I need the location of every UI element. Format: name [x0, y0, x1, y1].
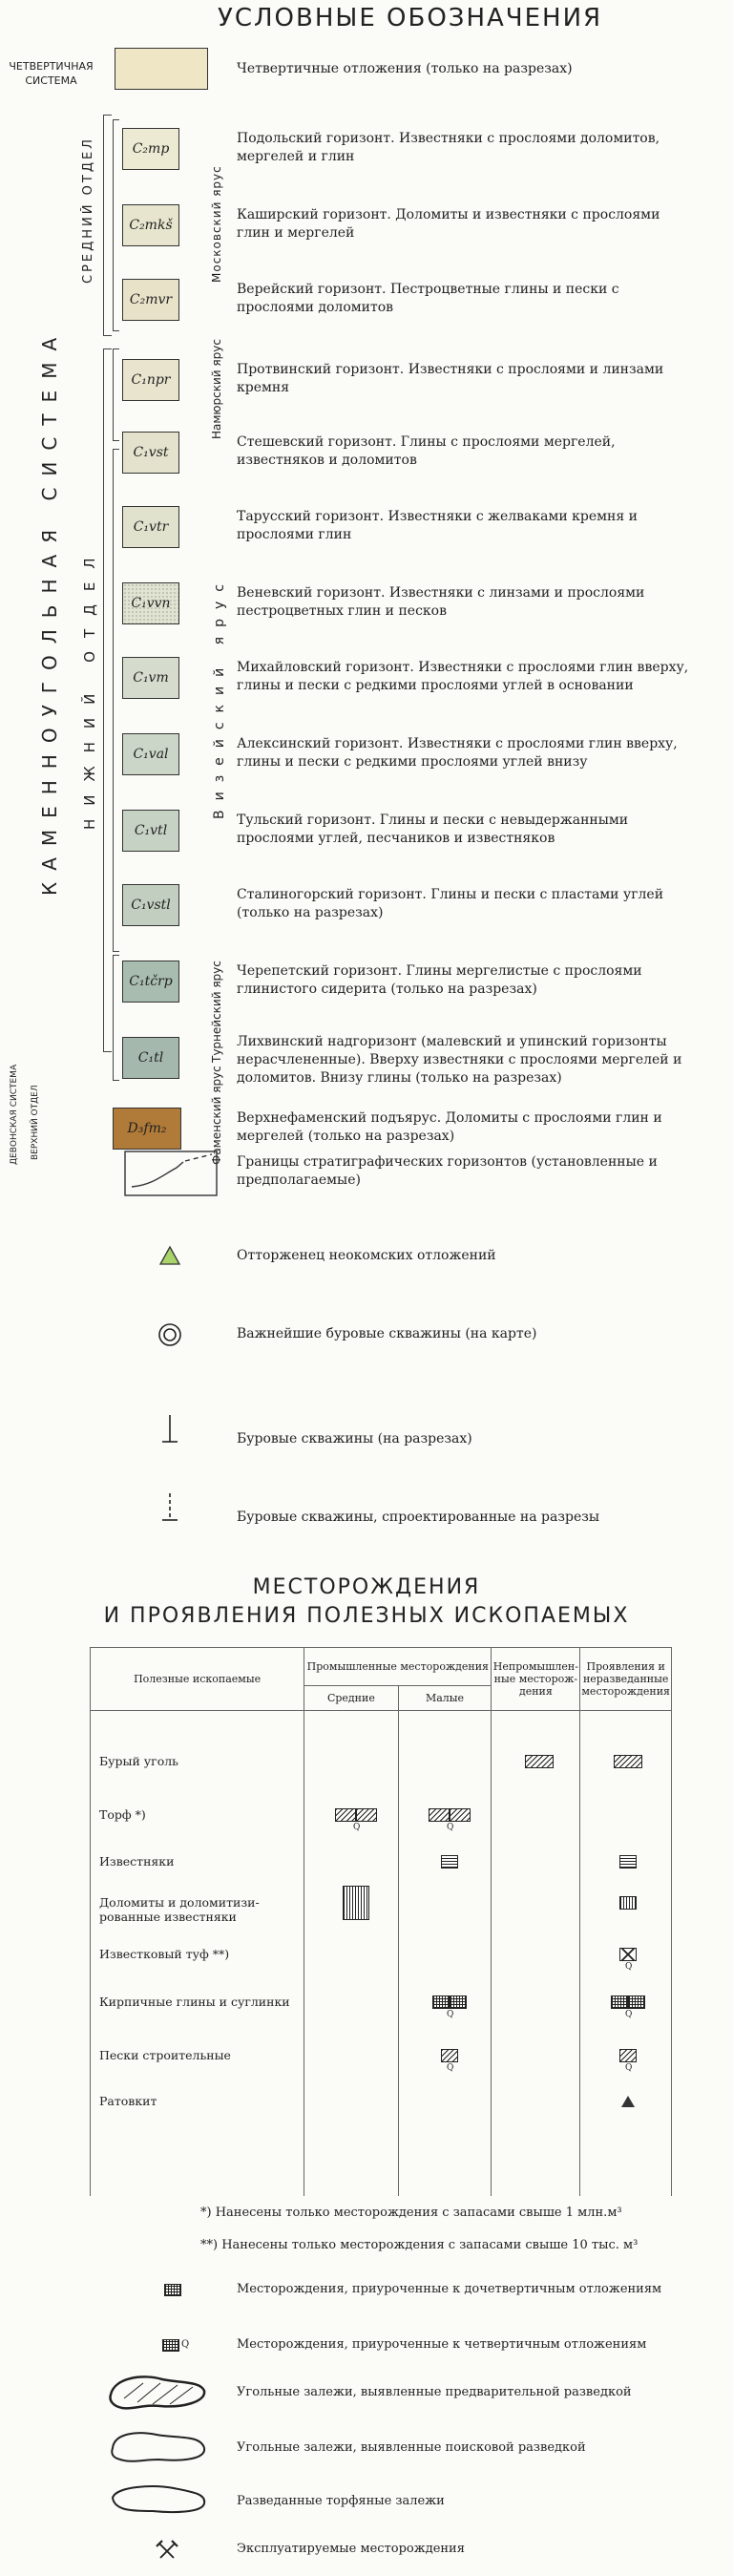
peat-outline-icon	[105, 2481, 212, 2519]
note-2: **) Нанесены только месторождения с запасами свыше 10 тыс. м³	[200, 2238, 639, 2252]
outlier-triangle-icon	[158, 1245, 181, 1266]
sym-note-4: Разведанные торфяные залежи	[237, 2494, 445, 2508]
unit-desc: Каширский горизонт. Доломиты и известняки с прослоями глин и мергелей	[237, 207, 660, 241]
borehole-map-icon	[157, 1321, 183, 1348]
unit-desc: Стешевский горизонт. Глины с прослоями мергелей, известняков и доломитов	[237, 434, 616, 468]
minerals-table	[90, 1647, 672, 2196]
upper-series-label: ВЕРХНИЙ ОТДЕЛ	[31, 1085, 40, 1160]
deposit-symbol-icon	[356, 1808, 377, 1822]
projected-borehole-icon	[158, 1491, 181, 1524]
quaternary-system-label: ЧЕТВЕРТИЧНАЯ СИСТЕМА	[9, 60, 94, 87]
deposit-symbol-icon	[525, 1755, 554, 1768]
middle-series-label: СРЕДНИЙ ОТДЕЛ	[81, 137, 95, 284]
q-label: Q	[353, 1823, 361, 1832]
unit-swatch: C₁vvn	[122, 582, 179, 624]
symbol-desc-outlier: Отторженец неокомских отложений	[237, 1248, 496, 1263]
lower-brace	[103, 348, 112, 1052]
mineral-row-label: Известняки	[99, 1854, 175, 1869]
devon-system-label: ДЕВОНСКАЯ СИСТЕМА	[10, 1064, 19, 1165]
unit-swatch: C₁vtr	[122, 506, 179, 548]
unit-swatch: C₁npr	[122, 359, 179, 401]
deposit-symbol-icon	[432, 1995, 450, 2009]
symbol-desc-borehole-section: Буровые скважины (на разрезах)	[237, 1431, 472, 1446]
famen-stage-label: Фаменский ярус	[210, 1066, 223, 1165]
deposit-symbol-icon	[619, 2049, 637, 2062]
unit-desc: Михайловский горизонт. Известняки с прослоями глин вверху, глины и пески с редкими прослоями углей в основании	[237, 660, 689, 693]
horizon-boundary-icon	[124, 1151, 220, 1198]
deposit-symbol-icon	[619, 1855, 637, 1869]
mineral-row-label: Доломиты и доломитизи-рованные известняки	[99, 1895, 260, 1924]
q-label: Q	[181, 2339, 190, 2350]
deposit-symbol-icon	[619, 1896, 637, 1910]
unit-desc: Алексинский горизонт. Известняки с прослоями глин вверху, глины и пески с редкими прослоями углей внизу	[237, 736, 678, 770]
lower-series-label: НИЖНИЙ ОТДЕЛ	[81, 544, 98, 831]
q-label: Q	[625, 1962, 633, 1972]
note-1: *) Нанесены только месторождения с запасами свыше 1 млн.м³	[200, 2206, 622, 2220]
deposit-symbol-icon	[450, 1995, 467, 2009]
tournai-brace	[113, 955, 119, 1081]
sym-note-5: Эксплуатируемые месторождения	[237, 2542, 465, 2556]
quaternary-deposit-icon	[162, 2339, 179, 2352]
sym-note-2: Угольные залежи, выявленные предварительной разведкой	[237, 2385, 632, 2399]
mining-hammers-icon	[155, 2540, 179, 2561]
deposit-symbol-icon	[450, 1808, 471, 1822]
unit-swatch: C₁tčrp	[122, 961, 179, 1003]
unit-desc: Сталиногорский горизонт. Глины и пески с пластами углей (только на разрезах)	[237, 887, 664, 920]
deposit-symbol-icon	[429, 1808, 450, 1822]
unit-swatch: C₂mvr	[122, 279, 179, 321]
visean-stage-label: Визейский ярус	[212, 575, 227, 819]
mineral-row-label: Кирпичные глины и суглинки	[99, 1995, 290, 2009]
deposit-symbol-icon	[611, 1995, 628, 2009]
unit-swatch: C₁tl	[122, 1037, 179, 1079]
deposit-symbol-icon	[335, 1808, 356, 1822]
deposit-symbol-icon	[614, 1755, 642, 1768]
coal-search-outline-icon	[105, 2425, 212, 2469]
unit-swatch: C₁vtl	[122, 810, 179, 852]
legend-title: УСЛОВНЫЕ ОБОЗНАЧЕНИЯ	[218, 4, 603, 32]
tournai-stage-label: Турнейский ярус	[210, 961, 223, 1064]
namur-stage-label: Намюрский ярус	[210, 339, 223, 439]
quaternary-desc: Четвертичные отложения (только на разрезах)	[237, 61, 573, 76]
unit-desc: Верхнефаменский подъярус. Доломиты с прослоями глин и мергелей (только на разрезах)	[237, 1110, 662, 1144]
q-label: Q	[447, 2010, 454, 2019]
minerals-title-1: МЕСТОРОЖДЕНИЯ	[252, 1575, 481, 1599]
col-occurrences: Проявления и неразведанные месторождения	[580, 1648, 672, 1711]
unit-swatch: D₃fm₂	[113, 1108, 181, 1150]
col-nonindustrial: Непромышлен-ные месторож-дения	[492, 1648, 580, 1711]
visean-brace	[113, 449, 119, 952]
q-label: Q	[447, 1823, 454, 1832]
symbol-desc-projected: Буровые скважины, спроектированные на разрезы	[237, 1510, 600, 1525]
unit-desc: Веневский горизонт. Известняки с линзами и прослоями пестроцветных глин и песков	[237, 585, 645, 619]
mineral-row-label: Торф *)	[99, 1807, 146, 1822]
symbol-desc-boundary: Границы стратиграфических горизонтов (установленные и предполагаемые)	[237, 1154, 658, 1188]
mineral-row-label: Ратовкит	[99, 2094, 157, 2108]
sym-note-0: Месторождения, приуроченные к дочетвертичным отложениям	[237, 2282, 662, 2296]
col-small: Малые	[398, 1686, 492, 1711]
unit-desc: Протвинский горизонт. Известняки с прослоями и линзами кремня	[237, 362, 664, 395]
col-industrial: Промышленные месторождения	[304, 1648, 492, 1686]
unit-swatch: C₁vstl	[122, 884, 179, 926]
unit-desc: Верейский горизонт. Пестроцветные глины и пески с прослоями доломитов	[237, 282, 619, 315]
middle-brace	[103, 115, 112, 336]
deposit-symbol-icon	[441, 2049, 458, 2062]
deposit-symbol-icon	[621, 2096, 635, 2107]
q-label: Q	[447, 2063, 454, 2073]
sym-note-1: Месторождения, приуроченные к четвертичным отложениям	[237, 2337, 647, 2352]
unit-swatch: C₂mp	[122, 128, 179, 170]
unit-desc: Тарусский горизонт. Известняки с желваками кремня и прослоями глин	[237, 509, 638, 542]
unit-desc: Тульский горизонт. Глины и пески с невыдержанными прослоями углей, песчаников и известняков	[237, 813, 629, 846]
deposit-symbol-icon	[628, 1995, 645, 2009]
borehole-section-icon	[158, 1413, 181, 1446]
moscow-stage-label: Московский ярус	[210, 165, 223, 284]
coal-prelim-outline-icon	[105, 2370, 212, 2414]
unit-swatch: C₂mkš	[122, 204, 179, 246]
unit-swatch: C₁val	[122, 733, 179, 775]
namur-brace	[113, 348, 119, 441]
deposit-symbol-icon	[441, 1855, 458, 1869]
mineral-row-label: Бурый уголь	[99, 1754, 178, 1768]
mineral-row-label: Известковый туф **)	[99, 1947, 230, 1961]
col-mineral: Полезные ископаемые	[91, 1648, 304, 1711]
pre-quaternary-deposit-icon	[164, 2284, 181, 2296]
moscow-brace	[113, 119, 119, 331]
carboniferous-system-label: КАМЕННОУГОЛЬНАЯ СИСТЕМА	[38, 326, 61, 897]
unit-desc: Подольский горизонт. Известняки с прослоями доломитов, мергелей и глин	[237, 131, 660, 164]
deposit-symbol-icon	[343, 1886, 369, 1920]
q-label: Q	[625, 2010, 633, 2019]
unit-desc: Лихвинский надгоризонт (малевский и упинский горизонты нерасчлененные). Вверху известняки с прослоями мергелей и доломитов. Внизу глины (только на разрезах)	[237, 1034, 682, 1086]
col-medium: Средние	[304, 1686, 398, 1711]
q-label: Q	[625, 2063, 633, 2073]
quaternary-swatch	[115, 48, 208, 90]
unit-desc: Черепетский горизонт. Глины мергелистые с прослоями глинистого сидерита (только на разрезах)	[237, 963, 642, 997]
minerals-title-2: И ПРОЯВЛЕНИЯ ПОЛЕЗНЫХ ИСКОПАЕМЫХ	[103, 1604, 630, 1628]
deposit-symbol-icon	[619, 1948, 637, 1961]
mineral-row-label: Пески строительные	[99, 2048, 231, 2062]
unit-swatch: C₁vst	[122, 432, 179, 474]
sym-note-3: Угольные залежи, выявленные поисковой разведкой	[237, 2440, 586, 2455]
symbol-desc-borehole-map: Важнейшие буровые скважины (на карте)	[237, 1326, 537, 1341]
unit-swatch: C₁vm	[122, 657, 179, 699]
